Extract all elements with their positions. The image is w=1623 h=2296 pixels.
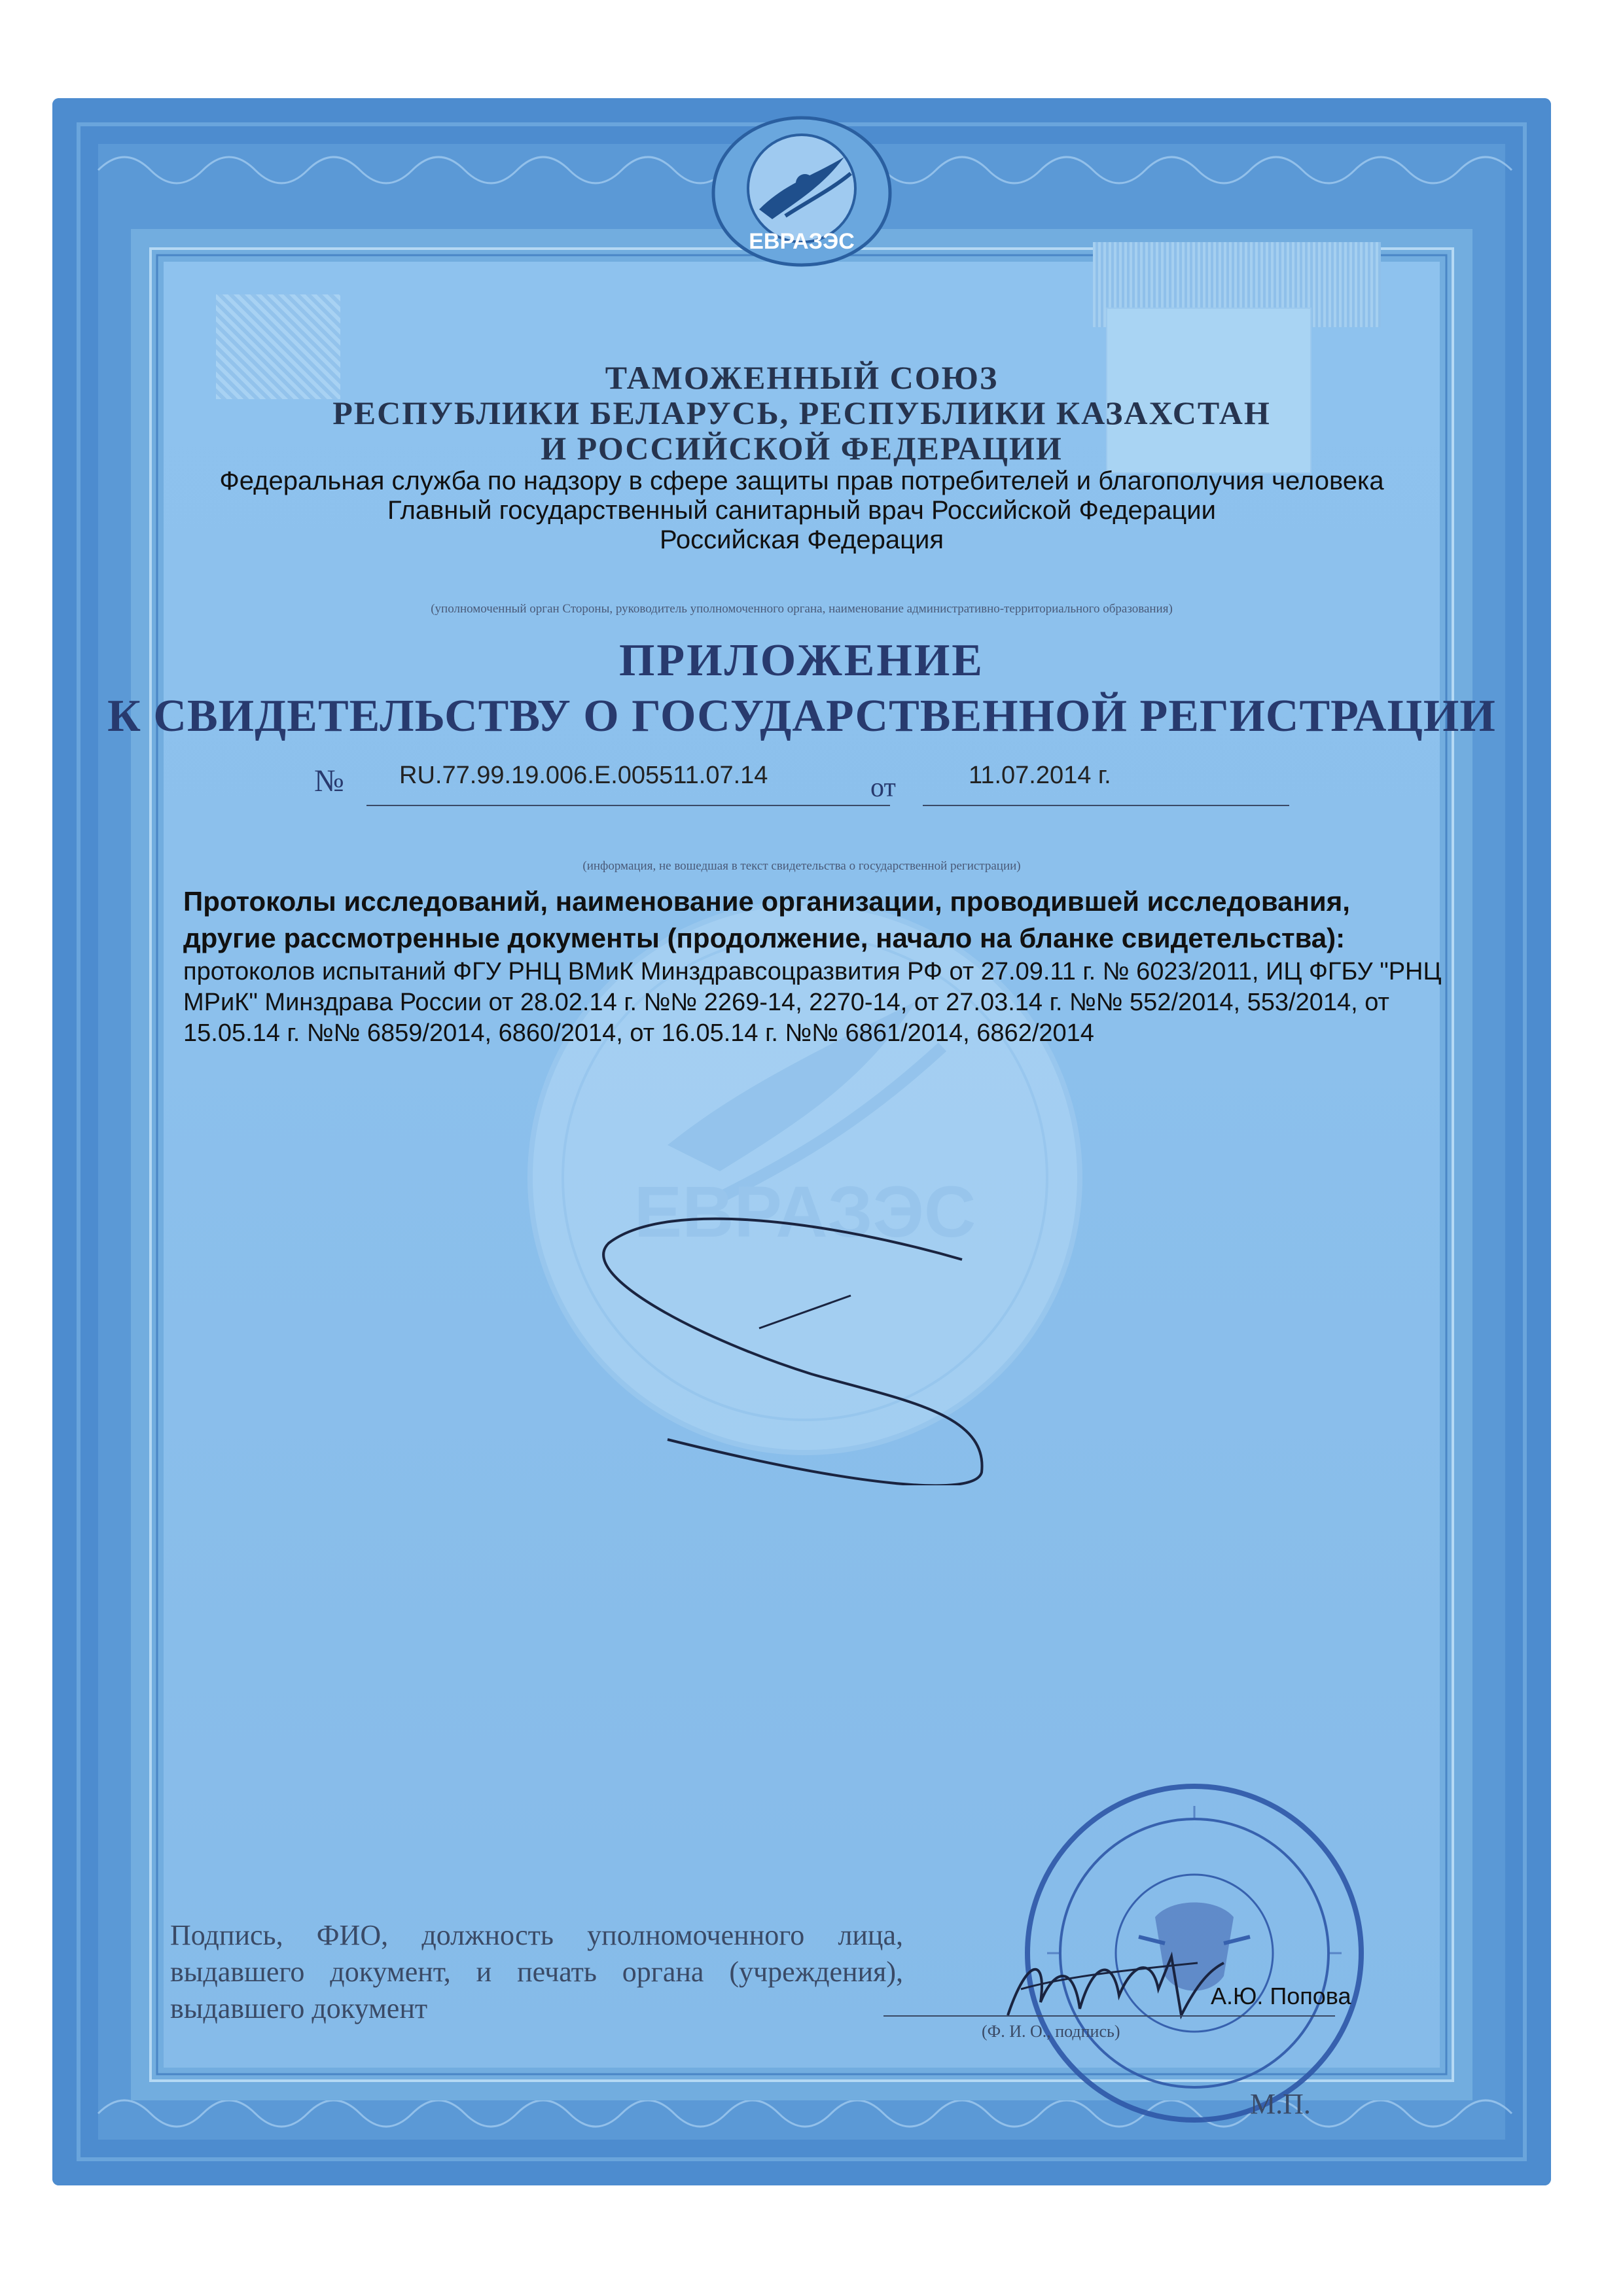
country-name: Российская Федерация (659, 525, 944, 554)
svg-text:ЕВРАЗЭС: ЕВРАЗЭС (633, 1172, 976, 1252)
signature-note: Подпись, ФИО, должность уполномоченного лица, выдавшего документ, и печать органа (учреждения), выдавшего документ (170, 1919, 903, 2024)
info-caption: (информация, не вошедшая в текст свидетельства о государственной регистрации) (582, 859, 1021, 873)
registration-number: RU.77.99.19.006.Е.005511.07.14 (399, 762, 768, 789)
republics-line-2: И РОССИЙСКОЙ ФЕДЕРАЦИИ (541, 430, 1063, 467)
protocols-text: протоколов испытаний ФГУ РНЦ ВМиК Минздравсоцразвития РФ от 27.09.11 г. № 6023/2011, ИЦ ФГБУ "РНЦ МРиК" Минздрава России от 28.02.14 г. №№ 2269-14, 2270-14, от 27.03.14 г. №№ 552/2014, 553/2014, от 15.05.14 г. №№ 6859/2014, 6860/2014, от 16.05.14 г. №№ 6861/2014, 6862/2014 (183, 958, 1442, 1047)
agency-name: Федеральная служба по надзору в сфере защиты прав потребителей и благополучия человека (219, 467, 1384, 495)
document-title: ПРИЛОЖЕНИЕ (618, 635, 984, 686)
union-title: ТАМОЖЕННЫЙ СОЮЗ (605, 359, 999, 396)
certificate-sheet (52, 98, 1551, 2185)
protocols-heading: Протоколы исследований, наименование организации, проводившей исследования, другие рассмотренные документы (продолжение, начало на бланке свидетельства): (183, 886, 1350, 953)
number-underline (366, 805, 890, 806)
registration-row (52, 759, 1551, 811)
date-underline (923, 805, 1289, 806)
date-label: от (870, 773, 896, 803)
chief-doctor-title: Главный государственный санитарный врач Российской Федерации (387, 496, 1216, 525)
republics-line-1: РЕСПУБЛИКИ БЕЛАРУСЬ, РЕСПУБЛИКИ КАЗАХСТАН (332, 395, 1271, 431)
document-subtitle: К СВИДЕТЕЛЬСТВУ О ГОСУДАРСТВЕННОЙ РЕГИСТРАЦИИ (107, 691, 1496, 741)
evrazes-emblem (707, 111, 897, 268)
svg-text:ЕВРАЗЭС: ЕВРАЗЭС (749, 229, 855, 254)
seal-label: М.П. (1250, 2088, 1311, 2120)
blank-space-strike (589, 1132, 1014, 1485)
signatory-name: А.Ю. Попова (1211, 1983, 1351, 2009)
number-label: № (314, 764, 344, 798)
signature-caption: (Ф. И. О., подпись) (982, 2022, 1120, 2041)
registration-date: 11.07.2014 г. (969, 762, 1111, 789)
authority-caption: (уполномоченный орган Стороны, руководитель уполномоченного органа, наименование административно-территориального образования) (431, 602, 1173, 616)
signature-line (883, 2015, 1335, 2017)
